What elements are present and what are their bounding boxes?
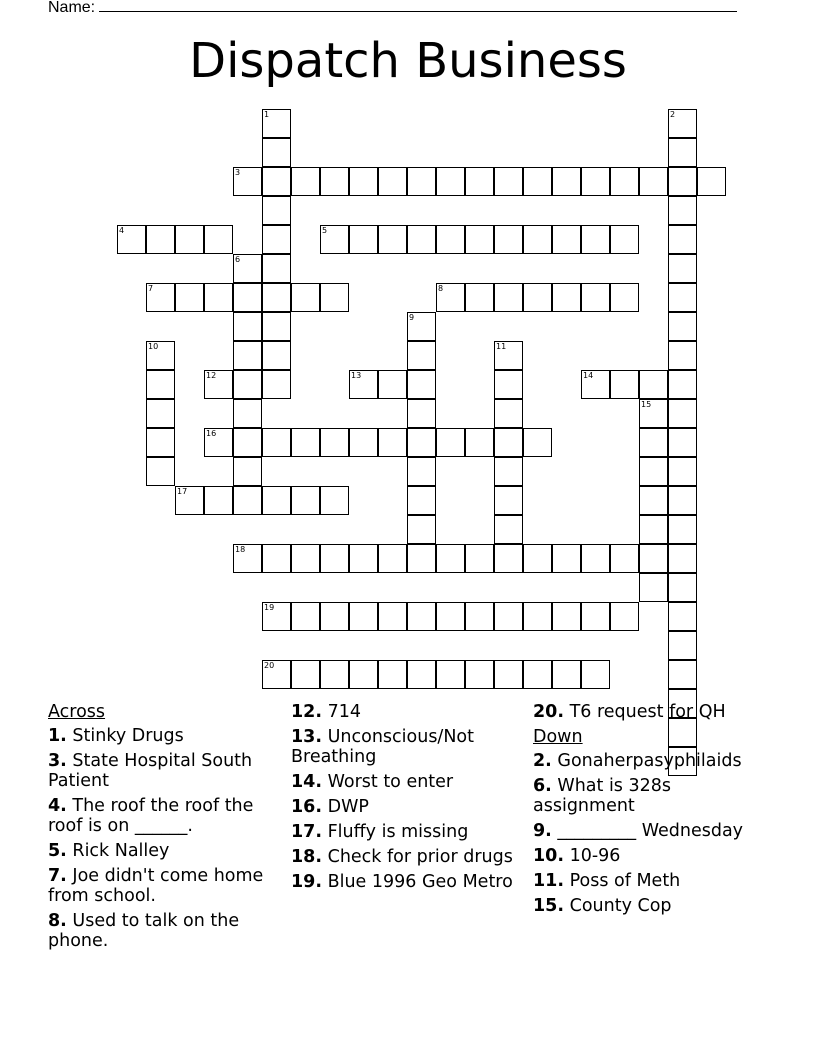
crossword-cell[interactable] [233,167,262,196]
crossword-cell[interactable] [494,602,523,631]
crossword-cell[interactable] [494,341,523,370]
crossword-cell[interactable] [146,399,175,428]
clue-number: 3. [48,751,67,771]
crossword-cell[interactable] [581,167,610,196]
clue-text: Blue 1996 Geo Metro [327,872,513,892]
crossword-cell[interactable] [204,283,233,312]
crossword-cell[interactable] [262,486,291,515]
crossword-cell[interactable] [581,283,610,312]
crossword-cell[interactable] [639,370,668,399]
clue-across-17 [291,822,516,842]
clue-number-label: 7 [148,284,154,293]
clue-text: DWP [327,797,369,817]
crossword-cell[interactable] [465,428,494,457]
crossword-cell[interactable] [407,486,436,515]
crossword-cell[interactable] [668,573,697,602]
crossword-cell[interactable] [262,196,291,225]
across-heading: Across [48,702,106,722]
crossword-cell[interactable] [407,602,436,631]
crossword-cell[interactable] [175,283,204,312]
clue-number-label: 8 [438,284,444,293]
clue-across-20 [533,702,758,722]
clue-number: 7. [48,866,67,886]
crossword-cell[interactable] [465,660,494,689]
clue-across-7 [48,866,273,906]
crossword-cell[interactable] [581,660,610,689]
clue-text: Fluffy is missing [327,822,469,842]
crossword-cell[interactable] [668,399,697,428]
clue-text: What is 328s assignment [533,776,672,816]
crossword-cell[interactable] [320,167,349,196]
crossword-cell[interactable] [436,602,465,631]
clue-text: 714 [327,702,361,722]
clue-text: 10-96 [569,846,621,866]
clue-number: 16. [291,797,323,817]
crossword-cell[interactable] [146,283,175,312]
crossword-cell[interactable] [668,428,697,457]
crossword-cell[interactable] [523,167,552,196]
clue-text: Poss of Meth [569,871,681,891]
crossword-cell[interactable] [407,167,436,196]
crossword-cell[interactable] [175,225,204,254]
crossword-cell[interactable] [320,428,349,457]
crossword-cell[interactable] [233,283,262,312]
clue-text: Worst to enter [327,772,454,792]
crossword-cell[interactable] [233,254,262,283]
clue-across-4 [48,796,273,836]
crossword-cell[interactable] [668,138,697,167]
crossword-cell[interactable] [494,457,523,486]
crossword-cell[interactable] [378,660,407,689]
clue-number: 14. [291,772,323,792]
crossword-cell[interactable] [581,544,610,573]
crossword-cell[interactable] [320,544,349,573]
crossword-cell[interactable] [407,457,436,486]
crossword-cell[interactable] [436,544,465,573]
crossword-cell[interactable] [639,573,668,602]
crossword-cell[interactable] [494,283,523,312]
clue-number: 20. [533,702,565,722]
crossword-cell[interactable] [523,602,552,631]
crossword-cell[interactable] [668,225,697,254]
crossword-cell[interactable] [407,544,436,573]
crossword-cell[interactable] [668,312,697,341]
crossword-cell[interactable] [233,544,262,573]
crossword-cell[interactable] [233,370,262,399]
crossword-cell[interactable] [639,544,668,573]
clue-text: _________ Wednesday [557,821,744,841]
clue-number: 2. [533,751,552,771]
crossword-cell[interactable] [146,341,175,370]
crossword-cell[interactable] [349,370,378,399]
crossword-cell[interactable] [552,283,581,312]
crossword-cell[interactable] [639,428,668,457]
crossword-cell[interactable] [262,254,291,283]
crossword-cell[interactable] [262,660,291,689]
crossword-cell[interactable] [639,515,668,544]
crossword-cell[interactable] [407,341,436,370]
clue-text: Used to talk on the phone. [48,911,240,951]
clue-number-label: 2 [670,110,676,119]
crossword-cell[interactable] [349,544,378,573]
clue-number-label: 16 [206,429,217,438]
clues-column-2 [291,702,516,897]
crossword-cell[interactable] [407,399,436,428]
clue-number-label: 19 [264,603,275,612]
crossword-cell[interactable] [552,660,581,689]
crossword-cell[interactable] [349,660,378,689]
crossword-cell[interactable] [262,225,291,254]
crossword-cell[interactable] [291,486,320,515]
crossword-cell[interactable] [494,660,523,689]
clue-number-label: 3 [235,168,241,177]
clue-number-label: 20 [264,661,275,670]
crossword-cell[interactable] [610,602,639,631]
clue-number-label: 1 [264,110,270,119]
clue-number: 13. [291,727,323,747]
crossword-cell[interactable] [465,167,494,196]
crossword-cell[interactable] [262,138,291,167]
crossword-cell[interactable] [465,544,494,573]
crossword-cell[interactable] [494,515,523,544]
name-label: Name: [48,0,96,16]
crossword-cell[interactable] [378,428,407,457]
crossword-cell[interactable] [668,370,697,399]
crossword-cell[interactable] [407,515,436,544]
crossword-cell[interactable] [639,486,668,515]
clue-text: County Cop [569,896,672,916]
crossword-cell[interactable] [552,167,581,196]
crossword-cell[interactable] [146,457,175,486]
clue-down-2 [533,751,758,771]
crossword-cell[interactable] [523,660,552,689]
clue-across-3 [48,751,273,791]
clue-number-label: 17 [177,487,188,496]
crossword-cell[interactable] [494,225,523,254]
crossword-cell[interactable] [668,486,697,515]
clue-across-13 [291,727,516,767]
clue-across-19 [291,872,516,892]
crossword-cell[interactable] [494,428,523,457]
clue-number: 4. [48,796,67,816]
clue-number: 19. [291,872,323,892]
crossword-cell[interactable] [494,544,523,573]
crossword-cell[interactable] [349,428,378,457]
crossword-cell[interactable] [668,109,697,138]
crossword-cell[interactable] [378,602,407,631]
clue-text: Gonaherpasyphilaids [557,751,742,771]
crossword-cell[interactable] [407,428,436,457]
crossword-cell[interactable] [204,428,233,457]
crossword-cell[interactable] [262,312,291,341]
crossword-cell[interactable] [465,602,494,631]
crossword-cell[interactable] [291,167,320,196]
crossword-cell[interactable] [523,544,552,573]
clue-number: 15. [533,896,565,916]
crossword-cell[interactable] [407,225,436,254]
crossword-cell[interactable] [552,225,581,254]
crossword-cell[interactable] [668,602,697,631]
clue-number-label: 10 [148,342,159,351]
clue-text: T6 request for QH [569,702,726,722]
crossword-cell[interactable] [233,486,262,515]
crossword-cell[interactable] [204,370,233,399]
clue-number: 5. [48,841,67,861]
clue-text: Check for prior drugs [327,847,513,867]
crossword-cell[interactable] [668,631,697,660]
crossword-cell[interactable] [407,660,436,689]
crossword-cell[interactable] [407,370,436,399]
crossword-cell[interactable] [668,544,697,573]
clue-across-8 [48,911,273,951]
crossword-cell[interactable] [204,486,233,515]
crossword-cell[interactable] [378,544,407,573]
down-heading: Down [533,727,583,747]
crossword-cell[interactable] [639,399,668,428]
clue-down-11 [533,871,758,891]
clue-text: Unconscious/Not Breathing [291,727,474,767]
clue-down-15 [533,896,758,916]
crossword-cell[interactable] [262,602,291,631]
crossword-cell[interactable] [262,370,291,399]
clue-text: Stinky Drugs [72,726,184,746]
clue-across-16 [291,797,516,817]
crossword-cell[interactable] [581,225,610,254]
clue-number-label: 15 [641,400,652,409]
crossword-cell[interactable] [610,283,639,312]
clue-number: 10. [533,846,565,866]
crossword-cell[interactable] [146,225,175,254]
crossword-cell[interactable] [262,341,291,370]
crossword-cell[interactable] [523,428,552,457]
clue-number-label: 13 [351,371,362,380]
crossword-cell[interactable] [523,225,552,254]
clue-number-label: 14 [583,371,594,380]
crossword-cell[interactable] [610,167,639,196]
crossword-cell[interactable] [436,660,465,689]
crossword-cell[interactable] [233,457,262,486]
crossword-cell[interactable] [494,167,523,196]
crossword-cell[interactable] [668,457,697,486]
crossword-cell[interactable] [407,312,436,341]
clue-number-label: 5 [322,226,328,235]
clue-number-label: 18 [235,545,246,554]
crossword-cell[interactable] [639,457,668,486]
crossword-cell[interactable] [349,167,378,196]
crossword-cell[interactable] [668,341,697,370]
clue-number-label: 6 [235,255,241,264]
crossword-cell[interactable] [610,225,639,254]
clue-down-10 [533,846,758,866]
crossword-cell[interactable] [233,428,262,457]
crossword-cell[interactable] [494,370,523,399]
clue-number: 1. [48,726,67,746]
clue-number: 12. [291,702,323,722]
clue-number-label: 11 [496,342,507,351]
crossword-cell[interactable] [378,370,407,399]
crossword-cell[interactable] [378,167,407,196]
clue-number-label: 4 [119,226,125,235]
crossword-cell[interactable] [320,225,349,254]
crossword-cell[interactable] [291,602,320,631]
clue-number: 9. [533,821,552,841]
crossword-cell[interactable] [668,283,697,312]
crossword-cell[interactable] [697,167,726,196]
crossword-cell[interactable] [146,428,175,457]
crossword-cell[interactable] [668,515,697,544]
clue-text: Rick Nalley [72,841,170,861]
crossword-cell[interactable] [262,167,291,196]
clue-across-14 [291,772,516,792]
clue-text: Joe didn't come home from school. [48,866,264,906]
crossword-cell[interactable] [436,167,465,196]
clue-across-12 [291,702,516,722]
crossword-cell[interactable] [291,428,320,457]
crossword-cell[interactable] [291,660,320,689]
clue-across-18 [291,847,516,867]
clue-number-label: 12 [206,371,217,380]
clue-number: 17. [291,822,323,842]
clues-column-1 [48,702,273,956]
crossword-cell[interactable] [668,254,697,283]
clue-number: 6. [533,776,552,796]
crossword-cell[interactable] [349,602,378,631]
crossword-cell[interactable] [378,225,407,254]
crossword-cell[interactable] [465,225,494,254]
crossword-cell[interactable] [494,399,523,428]
clue-number: 18. [291,847,323,867]
crossword-cell[interactable] [262,428,291,457]
crossword-cell[interactable] [291,544,320,573]
clues-column-3 [533,702,758,921]
clue-text: The roof the roof the roof is on ______. [48,796,254,836]
crossword-cell[interactable] [262,109,291,138]
crossword-cell[interactable] [668,167,697,196]
clue-across-1 [48,726,273,746]
crossword-cell[interactable] [233,399,262,428]
clue-down-9 [533,821,758,841]
crossword-cell[interactable] [233,341,262,370]
puzzle-title: Dispatch Business [189,33,627,89]
crossword-cell[interactable] [117,225,146,254]
clue-across-5 [48,841,273,861]
crossword-cell[interactable] [436,225,465,254]
crossword-cell[interactable] [436,428,465,457]
crossword-cell[interactable] [639,167,668,196]
crossword-cell[interactable] [204,225,233,254]
crossword-cell[interactable] [436,283,465,312]
crossword-cell[interactable] [523,283,552,312]
crossword-cell[interactable] [581,602,610,631]
crossword-cell[interactable] [552,602,581,631]
crossword-cell[interactable] [349,225,378,254]
clue-down-6 [533,776,758,816]
crossword-cell[interactable] [610,544,639,573]
crossword-cell[interactable] [668,660,697,689]
crossword-cell[interactable] [610,370,639,399]
clue-number: 8. [48,911,67,931]
crossword-cell[interactable] [262,544,291,573]
clue-number-label: 9 [409,313,415,322]
crossword-cell[interactable] [233,312,262,341]
crossword-cell[interactable] [320,602,349,631]
crossword-cell[interactable] [668,196,697,225]
clue-number: 11. [533,871,565,891]
crossword-cell[interactable] [552,544,581,573]
crossword-cell[interactable] [262,283,291,312]
clue-text: State Hospital South Patient [48,751,253,791]
crossword-cell[interactable] [175,486,204,515]
crossword-cell[interactable] [465,283,494,312]
crossword-cell[interactable] [320,660,349,689]
crossword-cell[interactable] [146,370,175,399]
crossword-cell[interactable] [291,283,320,312]
crossword-cell[interactable] [320,486,349,515]
crossword-cell[interactable] [494,486,523,515]
crossword-cell[interactable] [320,283,349,312]
crossword-cell[interactable] [581,370,610,399]
